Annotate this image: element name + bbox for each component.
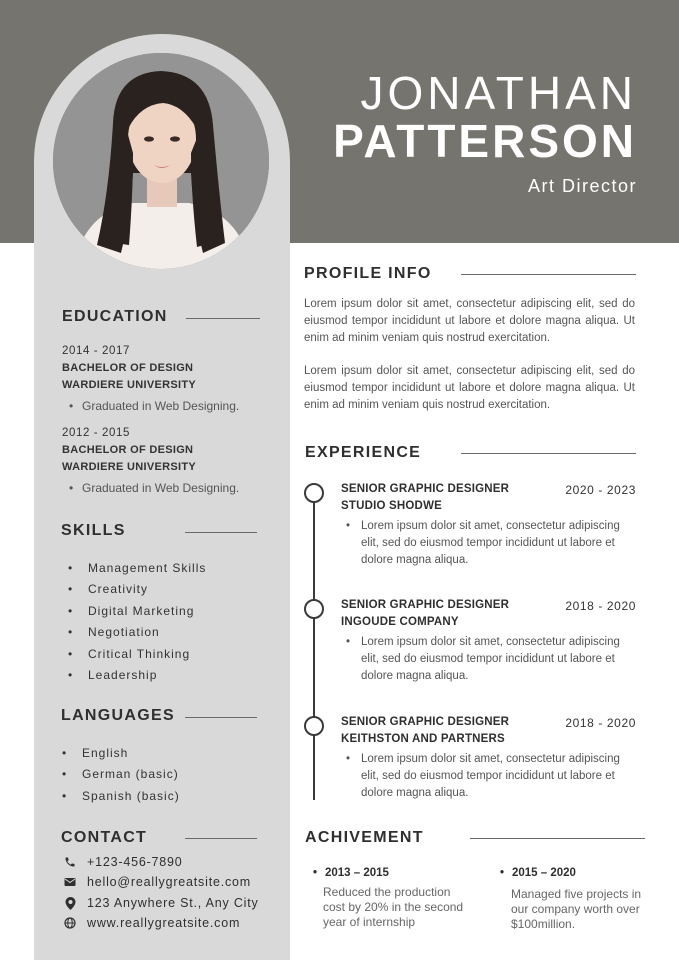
job-years: 2020 - 2023 <box>565 483 636 497</box>
skills-rule <box>185 532 257 533</box>
job-description: • Lorem ipsum dolor sit amet, consectetur adipiscing elit, sed do eiusmod tempor incididunt ut labore et dolore magna aliqua. <box>361 518 639 569</box>
languages-list <box>82 743 180 807</box>
first-name: JONATHAN <box>360 67 637 119</box>
languages-rule <box>185 717 257 718</box>
achievement-description: Reduced the production cost by 20% in the second year of internship <box>323 885 464 929</box>
job-heading <box>341 714 509 748</box>
skill-item: • Digital Marketing <box>88 601 206 622</box>
languages-title: LANGUAGES <box>61 707 175 724</box>
skills-title: SKILLS <box>61 522 126 539</box>
education-years: 2014 - 2017 <box>62 345 130 357</box>
achievement-description: Managed five projects in our company worth over $100million. <box>511 887 642 931</box>
contact-phone[interactable] <box>62 852 282 872</box>
email-icon <box>62 874 78 890</box>
education-entry <box>62 425 262 497</box>
job-position: SENIOR GRAPHIC DESIGNER <box>341 599 510 611</box>
contact-email[interactable] <box>62 872 282 892</box>
contact-address <box>62 893 282 913</box>
job-description: • Lorem ipsum dolor sit amet, consectetur adipiscing elit, sed do eiusmod tempor incididunt ut labore et dolore magna aliqua. <box>361 751 639 802</box>
last-name: PATTERSON <box>333 115 637 167</box>
timeline-marker <box>304 716 324 736</box>
contact-website[interactable] <box>62 913 282 933</box>
education-years: 2012 - 2015 <box>62 427 130 439</box>
skill-item: • Leadership <box>88 665 206 686</box>
experience-title: EXPERIENCE <box>305 444 422 461</box>
achievement-years: • 2015 – 2020 <box>512 867 576 879</box>
language-item: • English <box>82 743 180 764</box>
job-company: STUDIO SHODWE <box>341 500 442 512</box>
email-text: hello@reallygreatsite.com <box>87 875 251 889</box>
skills-list <box>88 558 206 686</box>
skill-item: • Negotiation <box>88 622 206 643</box>
achievement-rule <box>470 838 645 839</box>
phone-icon <box>62 854 78 870</box>
globe-icon <box>62 915 78 931</box>
profile-title: PROFILE INFO <box>304 265 432 282</box>
job-description: • Lorem ipsum dolor sit amet, consectetur adipiscing elit, sed do eiusmod tempor incididunt ut labore et dolore magna aliqua. <box>361 634 639 685</box>
address-text: 123 Anywhere St., Any City <box>87 896 259 910</box>
job-role: Art Director <box>527 176 637 196</box>
contact-rule <box>185 838 257 839</box>
education-degree: BACHELOR OF DESIGN <box>62 444 194 456</box>
job-years: 2018 - 2020 <box>565 716 636 730</box>
education-entry <box>62 343 262 415</box>
job-heading <box>341 597 509 631</box>
experience-rule <box>461 453 636 454</box>
skill-item: • Management Skills <box>88 558 206 579</box>
language-item: • Spanish (basic) <box>82 786 180 807</box>
job-position: SENIOR GRAPHIC DESIGNER <box>341 483 510 495</box>
education-school: WARDIERE UNIVERSITY <box>62 379 197 391</box>
job-heading <box>341 481 509 515</box>
education-rule <box>186 318 260 319</box>
achievement-title: ACHIVEMENT <box>305 829 424 846</box>
timeline-line <box>313 492 315 800</box>
job-position: SENIOR GRAPHIC DESIGNER <box>341 716 510 728</box>
profile-paragraph: Lorem ipsum dolor sit amet, consectetur adipiscing elit, sed do eiusmod tempor incididunt ut labore et dolore magna aliqua. Ut enim ad minim veniam quis nostrud exercitation. <box>304 365 635 411</box>
job-company: INGOUDE COMPANY <box>341 616 459 628</box>
education-school: WARDIERE UNIVERSITY <box>62 461 197 473</box>
website-text: www.reallygreatsite.com <box>87 916 241 930</box>
phone-text: +123-456-7890 <box>87 855 183 869</box>
skill-item: • Creativity <box>88 579 206 600</box>
timeline-marker <box>304 599 324 619</box>
contact-title: CONTACT <box>61 829 148 846</box>
job-company: KEITHSTON AND PARTNERS <box>341 733 505 745</box>
timeline-marker <box>304 483 324 503</box>
education-degree: BACHELOR OF DESIGN <box>62 362 194 374</box>
skill-item: • Critical Thinking <box>88 644 206 665</box>
education-note: • Graduated in Web Designing. <box>62 480 262 497</box>
achievement-years: • 2013 – 2015 <box>325 867 389 879</box>
education-title: EDUCATION <box>62 308 168 325</box>
job-years: 2018 - 2020 <box>565 599 636 613</box>
language-item: • German (basic) <box>82 764 180 785</box>
profile-photo <box>53 53 269 269</box>
profile-paragraph: Lorem ipsum dolor sit amet, consectetur adipiscing elit, sed do eiusmod tempor incididunt ut labore et dolore magna aliqua. Ut enim ad minim veniam quis nostrud exercitation. <box>304 298 635 344</box>
education-note: • Graduated in Web Designing. <box>62 398 262 415</box>
profile-rule <box>461 274 636 275</box>
location-icon <box>62 895 78 911</box>
